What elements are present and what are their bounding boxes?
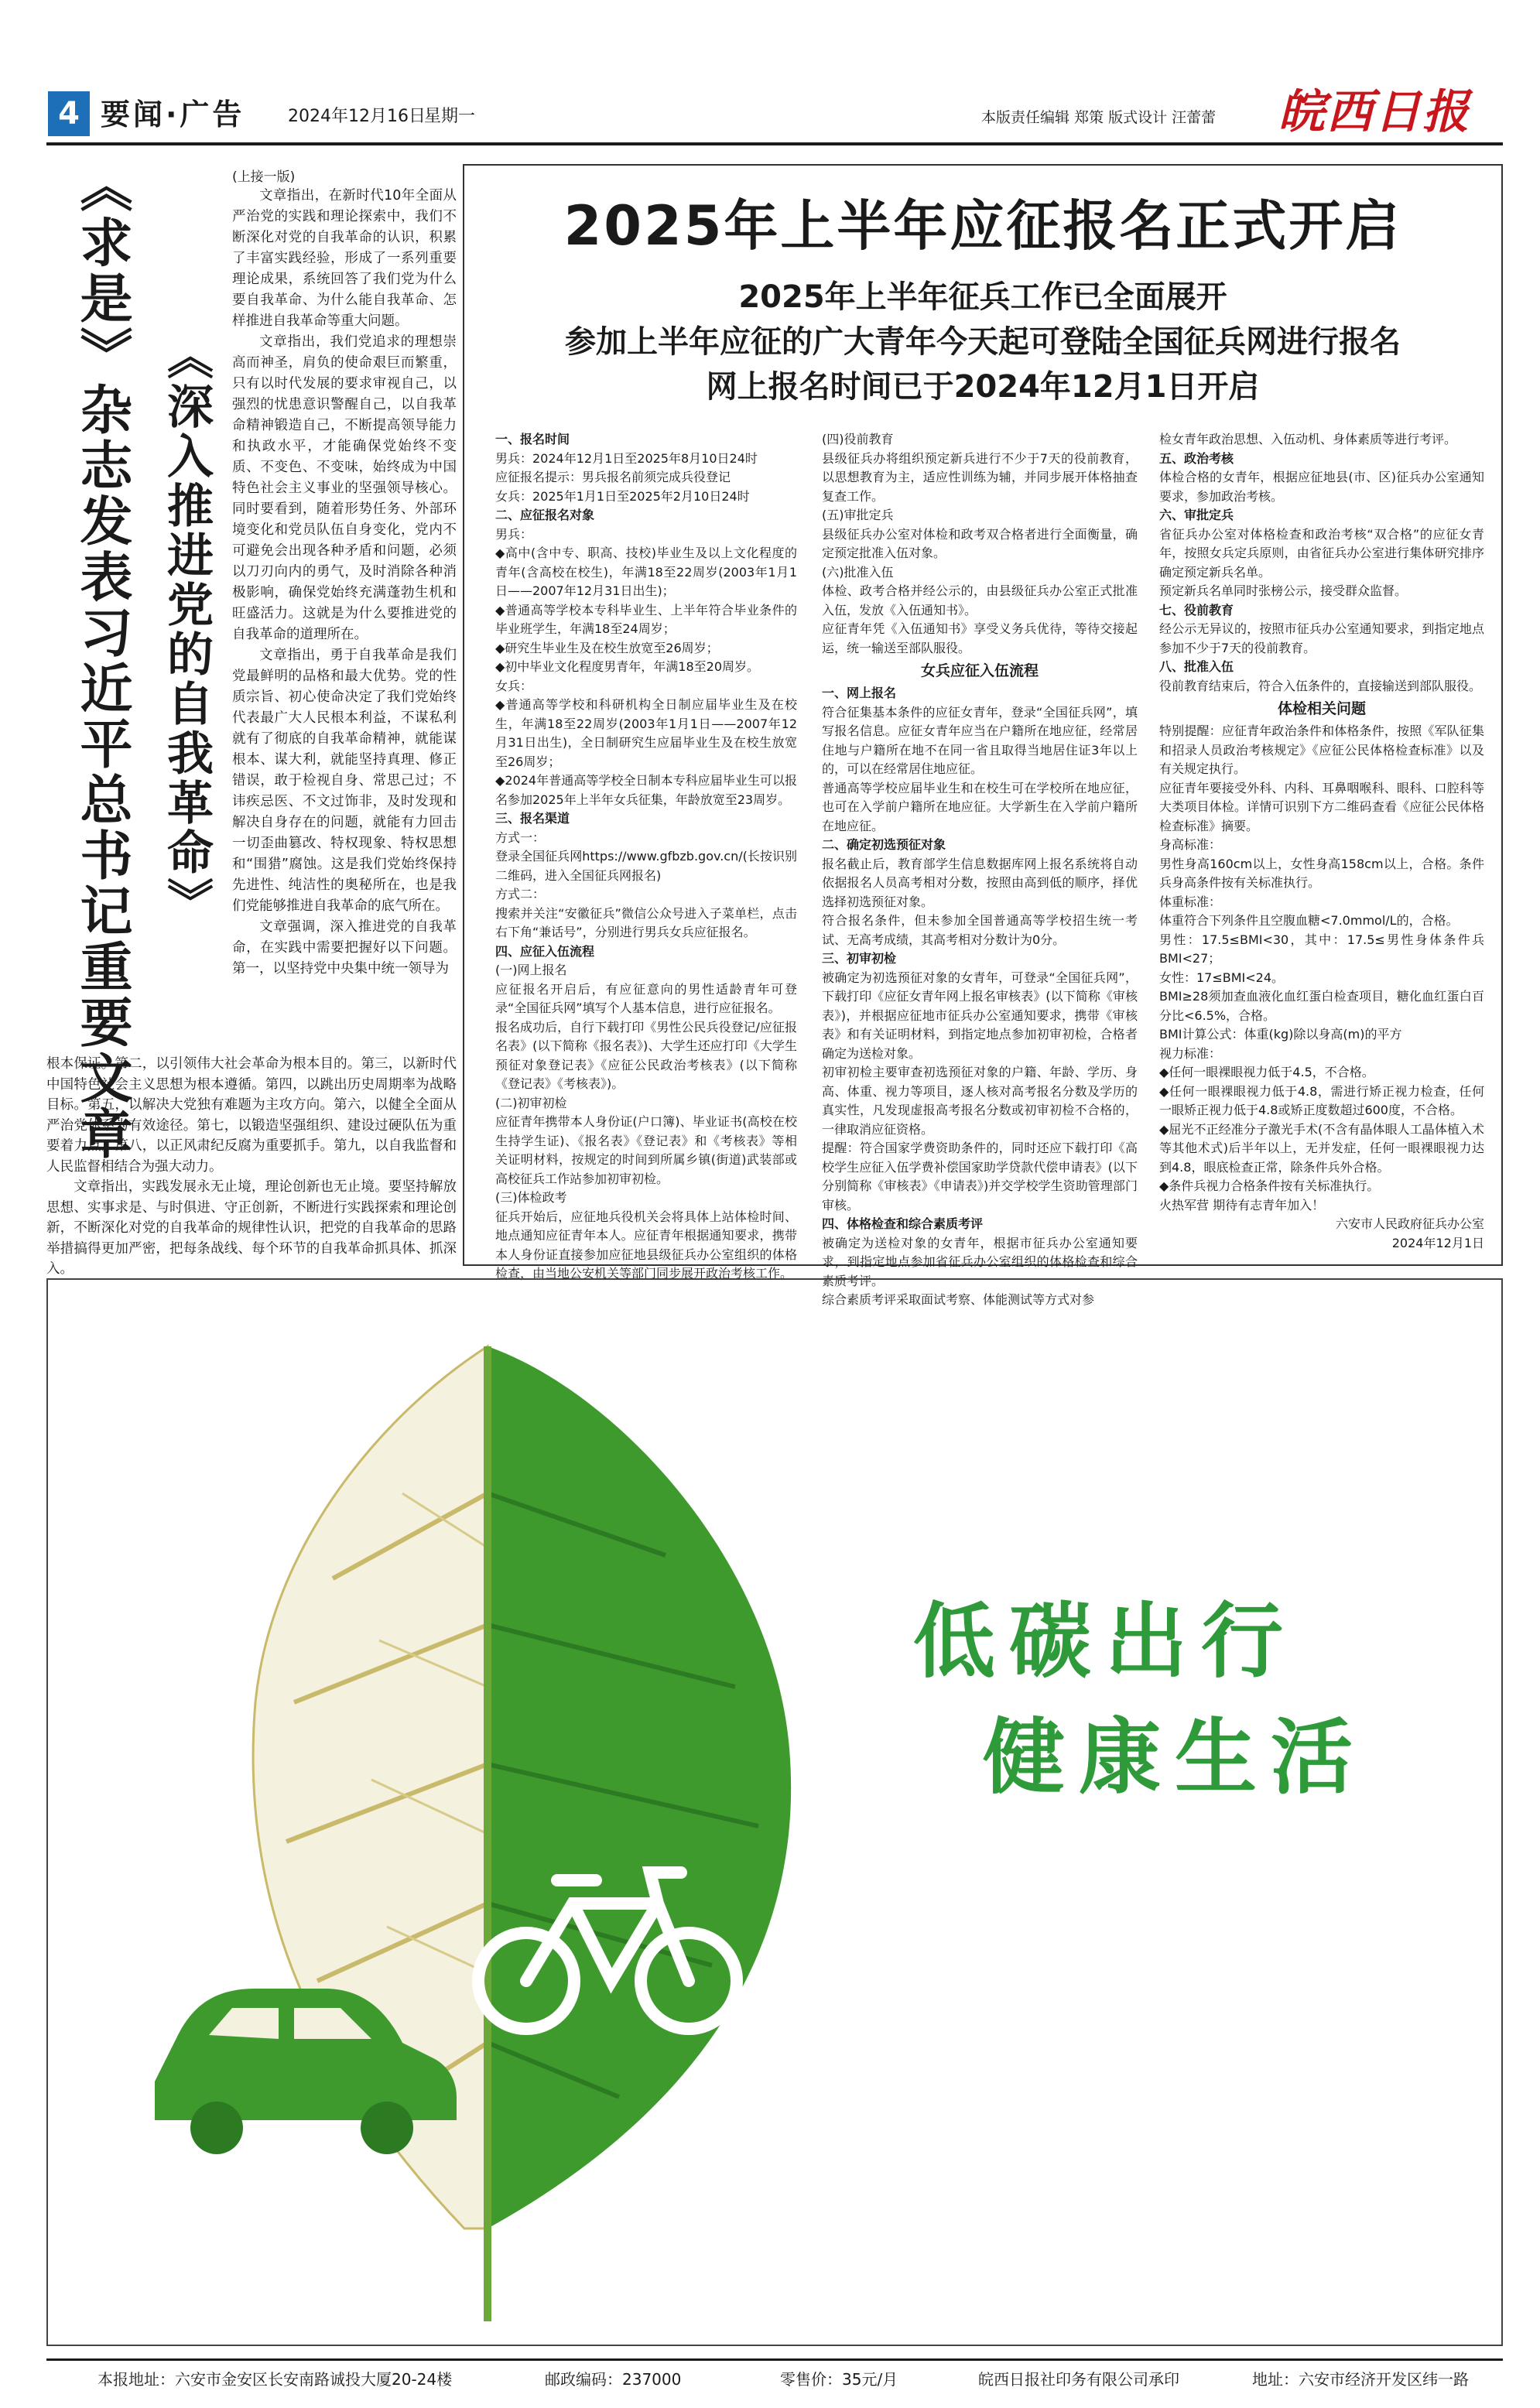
ad-slogan-line-1: 低碳出行 <box>913 1594 1297 1689</box>
notice-section-heading: 二、确定初选预征对象 <box>822 837 946 852</box>
notice-section-heading: 三、报名渠道 <box>495 811 570 826</box>
issue-date: 2024年12月16日 <box>288 107 426 126</box>
notice-paragraph: 男兵：2024年12月1日至2025年8月10日24时 <box>495 450 758 466</box>
newspaper-masthead: 皖西日报 <box>1278 85 1470 139</box>
notice-paragraph: ◆任何一眼裸眼视力低于4.8，需进行矫正视力检查，任何一眼矫正视力低于4.8或矫正度数超过600度，不合格。 <box>1159 1083 1484 1117</box>
footer-printer-address: 地址：六安市经济开发区纬一路 <box>1252 2370 1469 2389</box>
notice-paragraph: 体重标准： <box>1159 894 1222 909</box>
notice-paragraph: 应征报名开启后，有应征意向的男性适龄青年可登录“全国征兵网”填写个人基本信息，进行应征报名。 <box>495 981 797 1015</box>
notice-paragraph: 省征兵办公室对体格检查和政治考核“双合格”的应征女青年，按照女兵定兵原则，由省征兵办公室进行集体研究排序确定预定新兵名单。 <box>1159 526 1484 580</box>
notice-paragraph: 役前教育结束后，符合入伍条件的，直接输送到部队服役。 <box>1159 678 1482 693</box>
notice-paragraph: 综合素质考评采取面试考察、体能测试等方式对参 <box>822 1292 1095 1307</box>
notice-section-heading: 六、审批定兵 <box>1159 508 1234 522</box>
notice-paragraph: ◆普通高等学校本专科毕业生、上半年符合毕业条件的毕业班学生，年满18至24周岁； <box>495 602 797 636</box>
article-bottom-block <box>46 1054 457 1280</box>
notice-paragraph: 搜索并关注“安徽征兵”微信公众号进入子菜单栏，点击右下角“兼话号”，分别进行男兵女兵应征报名。 <box>495 905 797 939</box>
article-subheadline: 《深入推进党的自我革命》 <box>159 333 214 927</box>
footer-postal-code: 邮政编码：237000 <box>545 2370 682 2389</box>
notice-section-heading: 四、体格检查和综合素质考评 <box>822 1216 984 1231</box>
notice-paragraph: 女兵：2025年1月1日至2025年2月10日24时 <box>495 488 750 504</box>
notice-paragraph: ◆2024年普通高等学校全日制本专科应届毕业生可以报名参加2025年上半年女兵征集，年龄放宽至23周岁。 <box>495 773 797 807</box>
notice-section-heading: 一、报名时间 <box>495 432 570 446</box>
notice-section-heading: 一、网上报名 <box>822 686 897 700</box>
page-number-badge: 4 <box>48 91 90 136</box>
notice-paragraph: 登录全国征兵网https://www.gfbzb.gov.cn/(长按识别二维码，进入全国征兵网报名) <box>495 849 797 883</box>
notice-section-heading: 三、初审初检 <box>822 951 897 966</box>
article-column <box>232 186 457 980</box>
notice-paragraph: 县级征兵办公室对体检和政考双合格者进行全面衡量，确定预定批准入伍对象。 <box>822 526 1138 560</box>
notice-title: 2025年上半年应征报名正式开启 <box>563 194 1402 258</box>
notice-paragraph: 经公示无异议的，按照市征兵办公室通知要求，到指定地点参加不少于7天的役前教育。 <box>1159 621 1484 655</box>
notice-subtitle: 网上报名时间已于2024年12月1日开启 <box>706 369 1260 405</box>
notice-paragraph: (二)初审初检 <box>495 1095 567 1110</box>
notice-paragraph: ◆初中毕业文化程度男青年，年满18至20周岁。 <box>495 659 760 674</box>
article-paragraph: 文章指出，勇于自我革命是我们党最鲜明的品格和最大优势。党的性质宗旨、初心使命决定了我们党始终代表最广大人民根本利益，不谋私利就有了彻底的自我革命精神，就能谋根本、谋大利，就能坚持真理、修正错误，敢于检视自身、常思己过；不讳疾忌医、不文过饰非，及时发现和解决自身存在的问题，就能有力回击一切歪曲篡改、特权现象、特权思想和“围猎”腐蚀。这是我们党始终保持先进性、纯洁性的奥秘所在，也是我们党能够推进自我革命的底气所在。 <box>232 648 457 914</box>
notice-paragraph: (一)网上报名 <box>495 963 567 977</box>
notice-paragraph: (四)役前教育 <box>822 432 894 446</box>
notice-paragraph: 检女青年政治思想、入伍动机、身体素质等进行考评。 <box>1159 432 1457 446</box>
notice-section-heading: 五、政治考核 <box>1159 450 1234 466</box>
notice-column-3 <box>1159 430 1484 1253</box>
notice-paragraph: 应征青年要接受外科、内科、耳鼻咽喉科、眼科、口腔科等大类项目体检。详情可识别下方二维码查看《应征公民体格检查标准》摘要。 <box>1159 780 1484 833</box>
notice-paragraph: BMI计算公式：体重(kg)除以身高(m)的平方 <box>1159 1027 1402 1042</box>
notice-paragraph: (五)审批定兵 <box>822 508 894 522</box>
article-headline: 《求是》杂志发表习近平总书记重要文章 <box>71 159 132 1162</box>
notice-block-title: 体检相关问题 <box>1277 700 1366 717</box>
notice-section-heading: 二、应征报名对象 <box>495 508 595 522</box>
notice-paragraph: 身高标准： <box>1159 837 1222 852</box>
footer-printer: 皖西日报社印务有限公司承印 <box>978 2370 1179 2389</box>
notice-paragraph: 提醒：符合国家学费资助条件的，同时还应下载打印《高校学生应征入伍学费补偿国家助学贷款代偿申请表》(以下分别简称《审核表》《申请表》)并交学校学生资助管理部门审核。 <box>822 1141 1138 1213</box>
issue-weekday: 星期一 <box>424 107 476 126</box>
article-paragraph: 文章指出，实践发展永无止境，理论创新也无止境。要坚持解放思想、实事求是、与时俱进、守正创新，不断进行实践探索和理论创新，不断深化对党的自我革命的规律性认识，把党的自我革命的思路举措搞得更加严密，把每条战线、每个环节的自我革命抓具体、抓深入。 <box>46 1179 457 1277</box>
article-paragraph: 文章指出，在新时代10年全面从严治党的实践和理论探索中，我们不断深化对党的自我革命的认识，积累了丰富实践经验，形成了一系列重要理论成果，系统回答了我们党为什么要自我革命、为什么能自我革命、怎样推进自我革命等重大问题。 <box>232 188 457 329</box>
notice-paragraph: 男兵： <box>495 526 533 542</box>
notice-paragraph: 应征青年凭《入伍通知书》享受义务兵优待，等待交接起运，统一输送至部队服役。 <box>822 621 1138 655</box>
footer-address: 本报地址：六安市金安区长安南路诚投大厦20-24楼 <box>98 2370 453 2389</box>
notice-paragraph: BMI≥28须加查血液化血红蛋白检查项目，糖化血红蛋白百分比<6.5%，合格。 <box>1159 989 1484 1023</box>
editor-credits: 本版责任编辑 郑策 版式设计 汪蕾蕾 <box>981 109 1217 126</box>
article-paragraph: 根本保证。第二，以引领伟大社会革命为根本目的。第三，以新时代中国特色社会主义思想为根本遵循。第四，以跳出历史周期率为战略目标。第五，以解决大党独有难题为主攻方向。第六，以健全全面从严治党体系为有效途径。第七，以锻造坚强组织、建设过硬队伍为重要着力点。第八，以正风肃纪反腐为重要抓手。第九，以自我监督和人民监督相结合为强大动力。 <box>46 1056 457 1175</box>
notice-signature: 2024年12月1日 <box>1391 1235 1484 1250</box>
notice-paragraph: 县级征兵办将组织预定新兵进行不少于7天的役前教育，以思想教育为主，适应性训练为辅，并同步展开体格抽查复查工作。 <box>822 450 1138 504</box>
notice-paragraph: ◆任何一眼裸眼视力低于4.5，不合格。 <box>1159 1065 1374 1079</box>
notice-paragraph: 征兵开始后，应征地兵役机关会将具体上站体检时间、地点通知应征青年本人。应征青年根据通知要求，携带本人身份证直接参加应征地县级征兵办公室组织的体格检查，由当地公安机关等部门同步展开政治考核工作。 <box>495 1209 797 1281</box>
section-title: 要闻·广告 <box>101 97 245 132</box>
notice-paragraph: ◆屈光不正经准分子激光手术(不含有晶体眼人工晶体植入术等其他术式)后半年以上，无并发症，任何一眼裸眼视力达到4.8，眼底检查正常，除条件兵外合格。 <box>1159 1121 1484 1175</box>
notice-paragraph: 特别提醒：应征青年政治条件和体格条件，按照《军队征集和招录人员政治考核规定》《应征公民体格检查标准》以及有关规定执行。 <box>1159 723 1484 776</box>
notice-paragraph: (六)批准入伍 <box>822 564 894 580</box>
notice-section-heading: 七、役前教育 <box>1159 602 1234 617</box>
notice-paragraph: 符合报名条件，但未参加全国普通高等学校招生统一考试、无高考成绩，其高考相对分数计为0分。 <box>822 913 1138 947</box>
notice-paragraph: ◆普通高等学校和科研机构全日制应届毕业生及在校生，年满18至22周岁(2003年1月1日——2007年12月31日出生)，全日制研究生应届毕业生及在校生放宽至26周岁； <box>495 697 797 769</box>
notice-paragraph: ◆研究生毕业生及在校生放宽至26周岁； <box>495 640 719 655</box>
notice-subtitle: 2025年上半年征兵工作已全面展开 <box>738 279 1227 315</box>
notice-paragraph: 方式一： <box>495 829 546 845</box>
notice-paragraph: 报名成功后，自行下载打印《男性公民兵役登记/应征报名表》(以下简称《报名表》)、大学生还应打印《大学生预征对象登记表》《应征公民政治考核表》(以下简称《登记表》《考核表》)。 <box>495 1019 797 1091</box>
notice-paragraph: 普通高等学校应届毕业生和在校生可在学校所在地应征，也可在入学前户籍所在地应征。大学新生在入学前户籍所在地应征。 <box>822 780 1138 833</box>
notice-paragraph: 男性：17.5≤BMI<30，其中：17.5≤男性身体条件兵BMI<27； <box>1159 932 1484 966</box>
notice-paragraph: 体重符合下列条件且空腹血糖<7.0mmol/L的，合格。 <box>1159 913 1459 928</box>
notice-paragraph: 体检合格的女青年，根据应征地县(市、区)征兵办公室通知要求，参加政治考核。 <box>1159 470 1484 504</box>
notice-paragraph: 男性身高160cm以上，女性身高158cm以上，合格。条件兵身高条件按有关标准执行。 <box>1159 856 1484 890</box>
notice-paragraph: (三)体检政考 <box>495 1190 567 1205</box>
continued-from-marker: (上接一版) <box>232 169 296 185</box>
notice-paragraph: 报名截止后，教育部学生信息数据库网上报名系统将自动依据报名人员高考相对分数，按照由高到低的顺序，择优选择初选预征对象。 <box>822 856 1138 909</box>
notice-paragraph: ◆高中(含中专、职高、技校)毕业生及以上文化程度的青年(含高校在校生)，年满18至22周岁(2003年1月1日——2007年12月31日出生)； <box>495 546 797 598</box>
notice-paragraph: 符合征集基本条件的应征女青年，登录“全国征兵网”，填写报名信息。应征女青年应当在户籍所在地应征，经常居住地与户籍所在地不在同一省且取得当地居住证3年以上的，可以在经常居住地应征。 <box>822 704 1138 776</box>
notice-paragraph: 视力标准： <box>1159 1045 1222 1061</box>
header-rule <box>46 142 1503 145</box>
article-paragraph: 文章指出，我们党追求的理想崇高而神圣，肩负的使命艰巨而繁重，只有以时代发展的要求审视自己，以强烈的忧患意识警醒自己，以自我革命精神锻造自己，不断提高领导能力和执政水平，才能确保党始终不变质、不变色、不变味，始终成为中国特色社会主义事业的坚强领导核心。同时要看到，随着形势任务、外部环境变化和党员队伍自身变化，党内不可避免会出现各种矛盾和问题，必须以刀刃向内的勇气，及时消除各种消极影响，确保党始终充满蓬勃生机和旺盛活力。这就是为什么要推进党的自我革命的道理所在。 <box>232 334 457 642</box>
leaf-green-half <box>488 1346 791 2228</box>
notice-paragraph: 火热军营 期待有志青年加入！ <box>1159 1197 1325 1213</box>
notice-paragraph: 方式二： <box>495 887 546 901</box>
notice-paragraph: 应征报名提示：男兵报名前须完成兵役登记 <box>495 470 731 484</box>
leaf-icon <box>124 1300 836 2337</box>
article-paragraph: 文章强调，深入推进党的自我革命，在实践中需要把握好以下问题。第一，以坚持党中央集中统一领导为 <box>232 919 457 977</box>
notice-paragraph: 体检、政考合格并经公示的，由县级征兵办公室正式批准入伍，发放《入伍通知书》。 <box>822 583 1138 617</box>
footer-rule <box>46 2358 1503 2361</box>
notice-paragraph: ◆条件兵视力合格条件按有关标准执行。 <box>1159 1178 1380 1193</box>
notice-paragraph: 女兵： <box>495 678 533 693</box>
notice-block-title: 女兵应征入伍流程 <box>920 662 1039 679</box>
notice-section-heading: 八、批准入伍 <box>1159 659 1234 674</box>
notice-paragraph: 应征青年携带本人身份证(户口簿)、毕业证书(高校在校生持学生证)、《报名表》《登记表》和《考核表》等相关证明材料，按规定的时间到所属乡镇(街道)武装部或高校征兵工作站参加初审初检。 <box>495 1114 797 1186</box>
ad-slogan-line-2: 健康生活 <box>983 1710 1367 1805</box>
notice-paragraph: 女性：17≤BMI<24。 <box>1159 970 1285 985</box>
notice-paragraph: 初审初检主要审查初选预征对象的户籍、年龄、学历、身高、体重、视力等项目，逐人核对高考报名分数及学历的真实性，凡发现虚报高考报名分数或初审初检不合格的，一律取消应征资格。 <box>822 1065 1138 1137</box>
notice-paragraph: 被确定为送检对象的女青年，根据市征兵办公室通知要求，到指定地点参加省征兵办公室组织的体格检查和综合素质考评。 <box>822 1235 1138 1288</box>
footer-price: 零售价：35元/月 <box>780 2370 898 2389</box>
notice-subtitle: 参加上半年应征的广大青年今天起可登陆全国征兵网进行报名 <box>565 324 1401 360</box>
notice-column-2 <box>822 430 1138 1310</box>
notice-column-1 <box>495 430 797 1284</box>
notice-paragraph: 预定新兵名单同时张榜公示，接受群众监督。 <box>1159 583 1408 598</box>
notice-section-heading: 四、应征入伍流程 <box>495 943 595 959</box>
notice-paragraph: 被确定为初选预征对象的女青年，可登录“全国征兵网”，下载打印《应征女青年网上报名审核表》(以下简称《审核表》)，并根据应征地市征兵办公室通知要求，携带《审核表》和有关证明材料，到指定地点参加初审初检，合格者确定为送检对象。 <box>822 970 1138 1061</box>
notice-signature: 六安市人民政府征兵办公室 <box>1335 1216 1484 1231</box>
